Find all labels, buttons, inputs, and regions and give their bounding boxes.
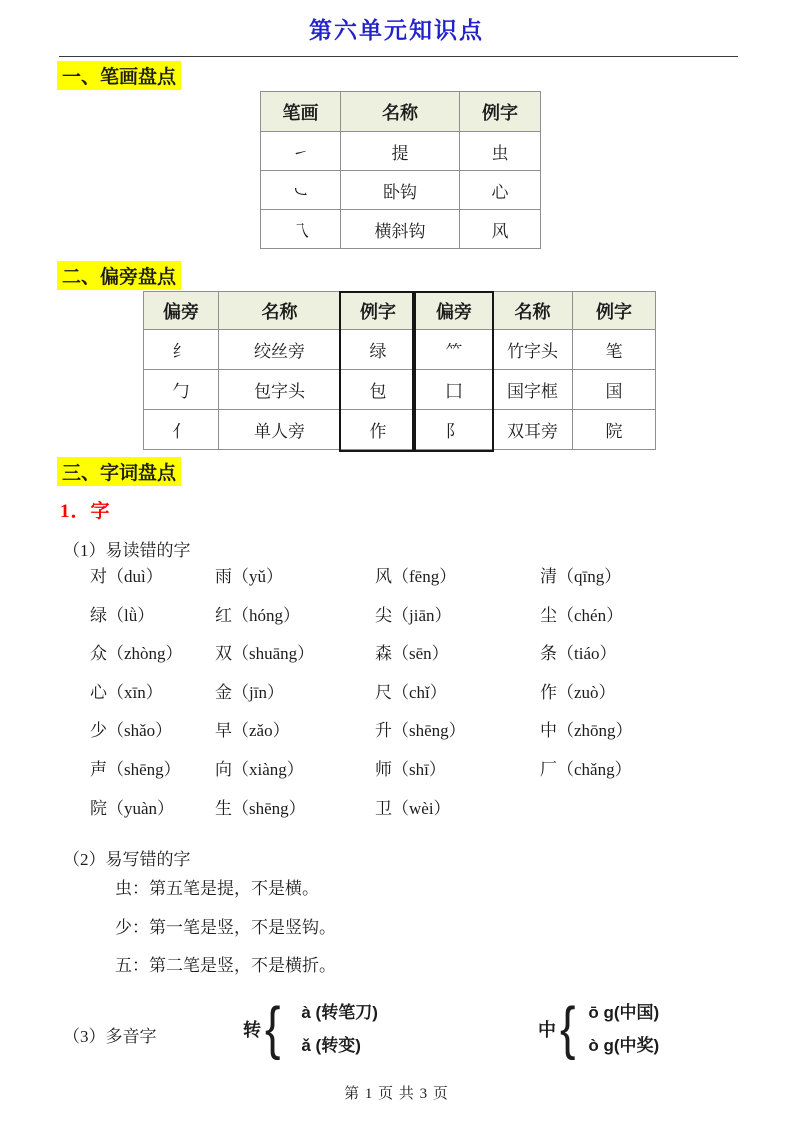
stroke-example: 风 [460, 210, 541, 249]
radical-table-header: 偏旁 [144, 292, 219, 330]
pinyin-entry: 卫（wèi） [375, 798, 451, 818]
stroke-table-row [261, 171, 541, 210]
pinyin-entry: 师（shī） [375, 759, 446, 779]
pinyin-entry: 金（jīn） [215, 682, 284, 702]
radical-table-row [144, 330, 656, 370]
radical-name: 双耳旁 [493, 410, 573, 450]
stroke-table-row [261, 132, 541, 171]
radical-glyph: ⺮ [416, 330, 493, 370]
radical-example: 国 [573, 370, 656, 410]
pinyin-entry: 条（tiáo） [540, 644, 617, 664]
polyphone-reading: à (转笔刀) [301, 1003, 378, 1022]
polyphone-reading: ò g(中奖) [588, 1036, 660, 1055]
pinyin-entry: 双（shuāng） [215, 644, 315, 664]
pinyin-grid [90, 562, 740, 832]
polyphone-char: 中 [538, 1020, 556, 1040]
radical-name: 单人旁 [219, 410, 341, 450]
easily-misread-heading: （1）易读错的字 [63, 541, 191, 560]
pinyin-entry: 院（yuàn） [90, 798, 175, 818]
pinyin-entry: 向（xiàng） [215, 759, 304, 779]
pinyin-row [90, 678, 740, 717]
radical-example: 作 [341, 410, 416, 450]
polyphone-readings [578, 996, 659, 1062]
polyphone-heading: （3）多音字 [63, 1027, 157, 1046]
radical-table-row [144, 410, 656, 450]
stroke-example: 心 [460, 171, 541, 210]
pinyin-row [90, 794, 740, 833]
pinyin-entry: 声（shēng） [90, 759, 181, 779]
pinyin-entry: 中（zhōng） [540, 721, 633, 741]
radical-table-header: 例字 [341, 292, 416, 330]
section-heading-strokes: 一、笔画盘点 [57, 61, 181, 90]
radical-glyph: 勹 [144, 370, 219, 410]
pinyin-entry: 风（fēng） [375, 567, 457, 586]
radical-name: 国字框 [493, 370, 573, 410]
pinyin-entry: 少（shǎo） [90, 721, 173, 741]
radical-example: 笔 [573, 330, 656, 370]
stroke-table-row [261, 210, 541, 249]
radical-glyph: 纟 [144, 330, 219, 370]
radical-table-header-row [144, 292, 656, 330]
page-footer: 第 1 页 共 3 页 [344, 1086, 449, 1102]
pinyin-entry: 生（shēng） [215, 798, 306, 818]
note-line: 五：第二笔是竖，不是横折。 [115, 956, 336, 976]
subsection-zi-heading: 1．字 [60, 501, 111, 522]
section-heading-radicals: 二、偏旁盘点 [57, 261, 181, 290]
stroke-table-header: 例字 [460, 92, 541, 132]
pinyin-entry: 作（zuò） [540, 682, 616, 702]
radical-example: 院 [573, 410, 656, 450]
easily-miswritten-heading: （2）易写错的字 [63, 850, 191, 869]
pinyin-entry: 绿（lǜ） [90, 605, 155, 625]
pinyin-entry: 厂（chǎng） [540, 759, 632, 779]
title-divider [59, 56, 738, 57]
pinyin-entry: 清（qīng） [540, 567, 622, 586]
pinyin-entry: 尖（jiān） [375, 605, 452, 625]
miswritten-notes [115, 874, 336, 990]
pinyin-entry: 尘（chén） [540, 605, 624, 625]
radical-table-header: 偏旁 [416, 292, 493, 330]
pinyin-row [90, 639, 740, 678]
stroke-name: 卧钩 [341, 171, 460, 210]
stroke-example: 虫 [460, 132, 541, 171]
radical-name: 包字头 [219, 370, 341, 410]
note-line: 少：第一笔是竖，不是竖钩。 [115, 917, 336, 937]
polyphone-group-zhong [538, 996, 659, 1062]
radical-table-header: 名称 [219, 292, 341, 330]
pinyin-entry: 早（zǎo） [215, 721, 290, 741]
pinyin-entry: 红（hóng） [215, 605, 300, 625]
pinyin-row [90, 755, 740, 794]
polyphone-reading: ǎ (转变) [301, 1036, 361, 1055]
radical-name: 竹字头 [493, 330, 573, 370]
stroke-glyph: ㇃ [261, 171, 341, 210]
polyphone-readings [283, 996, 378, 1062]
radical-glyph: 阝 [416, 410, 493, 450]
polyphone-group-zhuan [243, 996, 378, 1062]
page-title: 第六单元知识点 [309, 18, 484, 43]
pinyin-row [90, 601, 740, 640]
stroke-table-header-row [261, 92, 541, 132]
radical-table-header: 例字 [573, 292, 656, 330]
stroke-glyph: 乁 [261, 210, 341, 249]
pinyin-entry: 对（duì） [90, 567, 163, 586]
brace-icon: { [264, 995, 281, 1061]
stroke-name: 提 [341, 132, 460, 171]
radical-glyph: 亻 [144, 410, 219, 450]
pinyin-entry: 尺（chǐ） [375, 682, 447, 702]
radical-name: 绞丝旁 [219, 330, 341, 370]
stroke-table [260, 91, 541, 249]
stroke-table-header: 名称 [341, 92, 460, 132]
pinyin-entry: 升（shēng） [375, 721, 466, 741]
radical-table-wrap [143, 291, 659, 453]
stroke-glyph: ㇀ [261, 132, 341, 171]
pinyin-entry: 雨（yǔ） [215, 567, 283, 586]
stroke-name: 横斜钩 [341, 210, 460, 249]
section-heading-words: 三、字词盘点 [57, 457, 181, 486]
radical-example: 包 [341, 370, 416, 410]
brace-icon: { [559, 995, 576, 1061]
pinyin-row [90, 716, 740, 755]
radical-table-header: 名称 [493, 292, 573, 330]
pinyin-row [90, 562, 740, 601]
pinyin-entry: 森（sēn） [375, 644, 449, 664]
note-line: 虫：第五笔是提，不是横。 [115, 879, 319, 898]
radical-table [143, 291, 656, 450]
radical-glyph: 囗 [416, 370, 493, 410]
pinyin-entry: 心（xīn） [90, 682, 163, 702]
radical-example: 绿 [341, 330, 416, 370]
pinyin-entry: 众（zhòng） [90, 644, 183, 664]
polyphone-reading: ō g(中国) [588, 1003, 660, 1022]
stroke-table-header: 笔画 [261, 92, 341, 132]
radical-table-row [144, 370, 656, 410]
polyphone-char: 转 [243, 1020, 261, 1040]
